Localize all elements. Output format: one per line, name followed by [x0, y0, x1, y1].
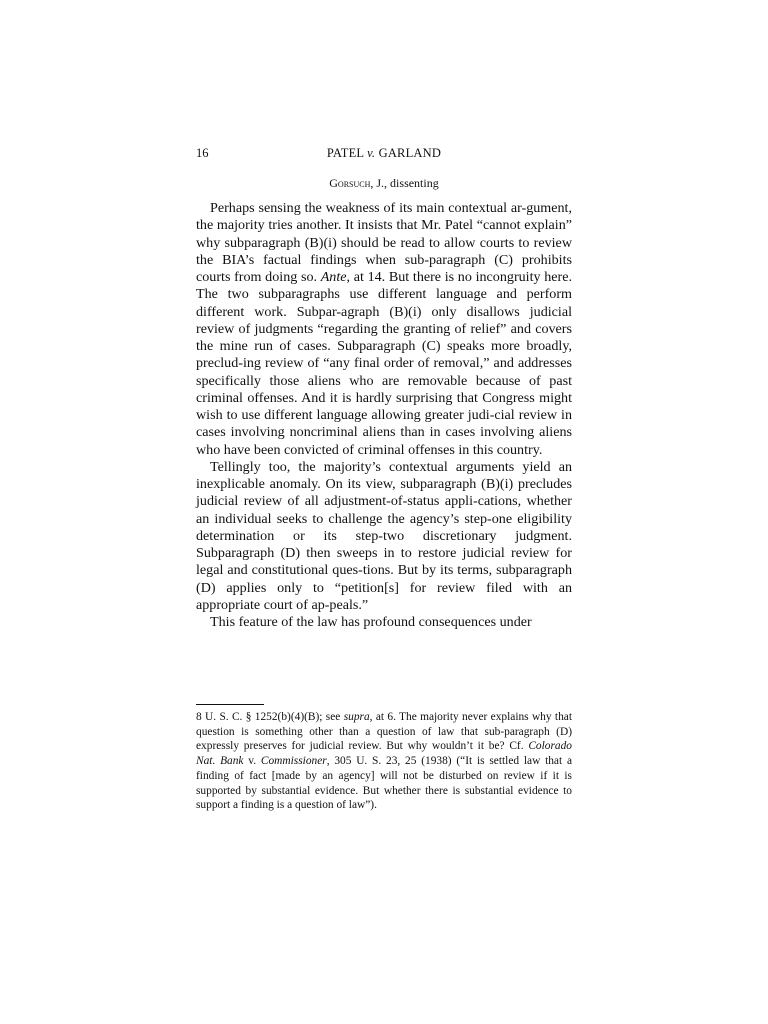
italic-text: Ante — [320, 269, 347, 285]
paragraph — [196, 459, 572, 614]
author-suffix: , J., dissenting — [370, 176, 439, 190]
footnote — [196, 710, 572, 813]
text-run: , at 6. The majority never explains why that question is something other than a question of law that sub-paragraph (D) expressly preserves for judicial review. But why wouldn’t it be? Cf. — [196, 711, 572, 753]
case-name-right: GARLAND — [378, 146, 442, 160]
text-run: Perhaps sensing the weakness of its main contextual ar-gument, the majority tries another. It insists that Mr. Patel “cannot explain” why subparagraph (B)(i) should be read to allow courts to review the BIA’s factual findings when sub-paragraph (C) prohibits courts from doing so. — [196, 200, 572, 285]
italic-text: Colorado Nat. Bank — [196, 740, 572, 768]
paragraph — [196, 200, 572, 459]
text-run: 8 U. S. C. § 1252(b)(4)(B); see — [196, 711, 344, 723]
text-run: , 305 U. S. 23, 25 (1938) (“It is settled law that a finding of fact [made by an agency] will not be disturbed on review if it is supported by substantial evidence. But whether there is substantial evidence to support a finding is a question of law”). — [196, 755, 572, 812]
opinion-author-line — [196, 176, 572, 191]
text-run: Tellingly too, the majority’s contextual arguments yield an inexplicable anomaly. On its view, subparagraph (B)(i) precludes judicial review of all adjustment-of-status appli-cations, whether an individual seeks to challenge the agency’s step-one eligibility determination or its step-two discretionary judgment. Subparagraph (D) then sweeps in to restore judicial review for legal and constitutional ques-tions. But by its terms, subparagraph (D) applies only to “petition[s] for review filed with an appropriate court of ap-peals.” — [196, 458, 572, 613]
page-number: 16 — [196, 146, 209, 160]
italic-text: supra — [343, 711, 370, 723]
document-page — [196, 0, 572, 1024]
text-run: v. — [243, 755, 261, 768]
footnote-rule — [196, 704, 264, 705]
italic-text: Commissioner — [260, 755, 327, 768]
paragraph — [196, 614, 572, 631]
body-text — [196, 200, 572, 631]
case-title — [196, 146, 572, 161]
author-name: Gorsuch — [329, 176, 371, 190]
case-name-v: v. — [367, 146, 376, 160]
case-name-left: PATEL — [326, 146, 364, 160]
running-header — [196, 146, 572, 164]
text-run: , at 14. But there is no incongruity here. The two subparagraphs use different language and perform different work. Subpar-agraph (B)(i) only disallows judicial review of judgments “regarding the granting of relief” and covers the mine run of cases. Subparagraph (C) speaks more broadly, preclud-ing review of “any final order of removal,” and addresses specifically those aliens who are removable because of past criminal offenses. And it is hardly surprising that Congress might wish to use different language allowing greater judi-cial review in cases involving noncriminal aliens than in cases involving aliens who have been convicted of criminal offenses in this country. — [196, 269, 573, 458]
footnote-text — [196, 710, 572, 813]
text-run: This feature of the law has profound consequences under — [210, 614, 532, 630]
